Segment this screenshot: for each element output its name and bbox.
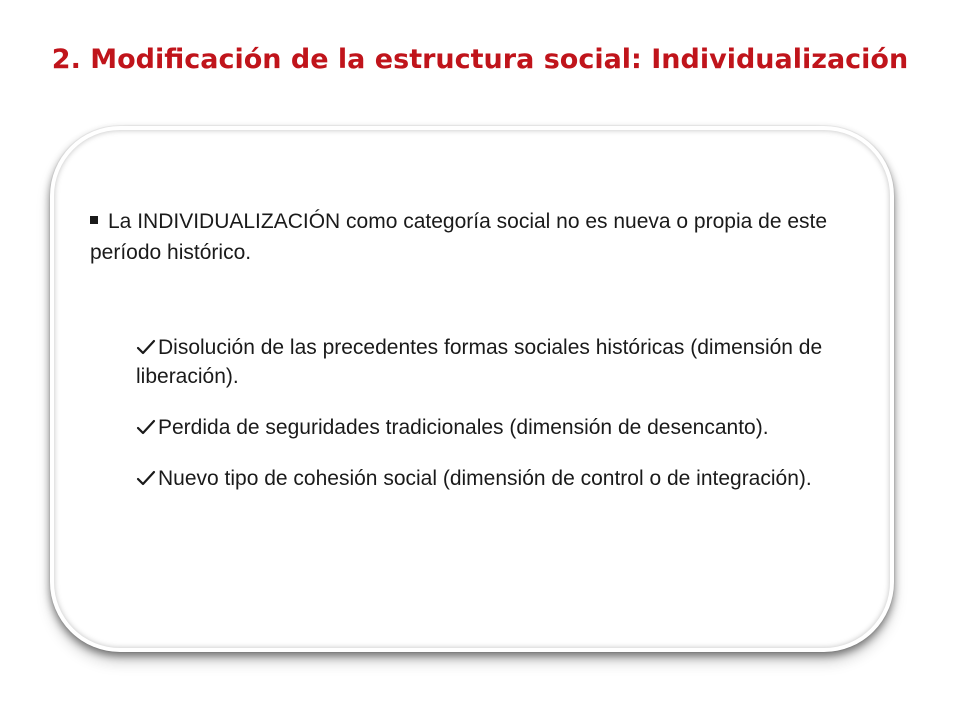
- slide-title: 2. Modificación de la estructura social: Individualización: [51, 44, 909, 76]
- check-icon: [136, 338, 156, 356]
- check-icon: [136, 469, 156, 487]
- main-point-text: La INDIVIDUALIZACIÓN como categoría social no es nueva o propia de este período histórico.: [90, 210, 828, 264]
- sub-point-text: Disolución de las precedentes formas sociales históricas (dimensión de liberación).: [136, 336, 823, 388]
- square-bullet-icon: [90, 216, 98, 224]
- sub-point-item: [136, 464, 826, 493]
- sub-point-item: [136, 333, 826, 391]
- content-box: [50, 126, 894, 652]
- sub-point-list: [136, 333, 826, 515]
- check-icon: [136, 418, 156, 436]
- main-point: [90, 206, 860, 268]
- sub-point-item: [136, 413, 826, 442]
- sub-point-text: Perdida de seguridades tradicionales (dimensión de desencanto).: [158, 416, 769, 439]
- sub-point-text: Nuevo tipo de cohesión social (dimensión de control o de integración).: [158, 467, 812, 490]
